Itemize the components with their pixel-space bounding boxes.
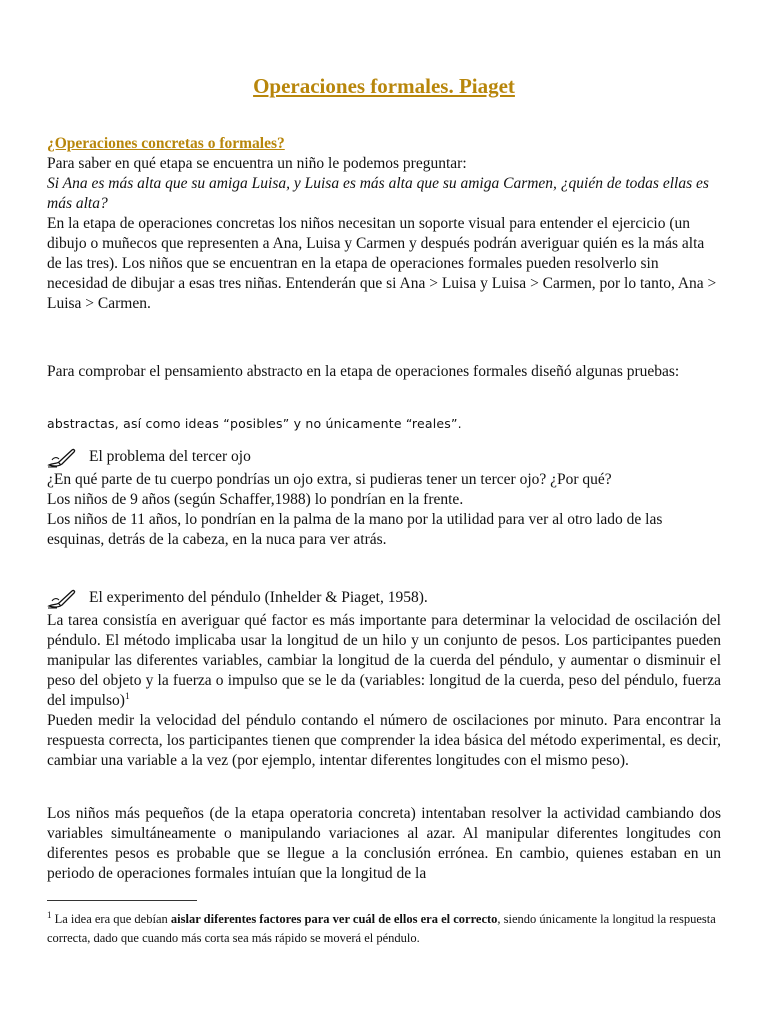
item-heading-third-eye <box>47 446 251 468</box>
item1-question: ¿En qué parte de tu cuerpo pondrías un ojo extra, si pudieras tener un tercer ojo? ¿Por qué? <box>47 471 612 488</box>
section-heading: ¿Operaciones concretas o formales? <box>47 135 285 152</box>
abstract-paragraph: Para comprobar el pensamiento abstracto en la etapa de operaciones formales diseñó algunas pruebas: <box>47 363 680 380</box>
abstract-sans-line: abstractas, así como ideas “posibles” y no únicamente “reales”. <box>47 416 462 431</box>
footnote-divider <box>47 900 197 901</box>
writing-hand-icon <box>47 446 77 468</box>
footnote-reference[interactable]: 1 <box>124 691 130 702</box>
question-text: Si Ana es más alta que su amiga Luisa, y Luisa es más alta que su amiga Carmen, ¿quién de todas ellas es más alta? <box>47 175 709 212</box>
section-body <box>47 154 721 314</box>
writing-hand-icon <box>47 587 77 609</box>
item-heading-label: El experimento del péndulo (Inhelder & Piaget, 1958). <box>89 589 428 606</box>
footnote <box>47 906 721 948</box>
footnote-number: 1 <box>47 910 52 920</box>
item1-answer-9: Los niños de 9 años (según Schaffer,1988) lo pondrían en la frente. <box>47 491 464 508</box>
item2-body <box>47 611 721 771</box>
footnote-text-bold: aislar diferentes factores para ver cuál de ellos era el correcto <box>170 912 498 927</box>
intro-text: Para saber en qué etapa se encuentra un niño le podemos preguntar: <box>47 155 467 172</box>
page-title: Operaciones formales. Piaget <box>253 74 515 98</box>
explanation-text: En la etapa de operaciones concretas los niños necesitan un soporte visual para entender el ejercicio (un dibujo o muñecos que representen a Ana, Luisa y Carmen y después podrán averiguar quién es la más alta de las tres). Los niños que se encuentran en la etapa de operaciones formales pueden resolverlo sin necesidad de dibujar a esas tres niñas. Entenderán que si Ana > Luisa y Luisa > Carmen, por lo tanto, Ana > Luisa > Carmen. <box>47 215 717 312</box>
item1-body <box>47 470 721 550</box>
footnote-text-post: , siendo únicamente la longitud la respuesta correcta, dado que cuando más corta sea más rápido se moverá el péndulo. <box>47 912 716 946</box>
item2-paragraph-1: La tarea consistía en averiguar qué factor es más importante para determinar la velocidad de oscilación del péndulo. El método implicaba usar la longitud de un hilo y un conjunto de pesos. Los participantes pueden manipular las diferentes variables, cambiar la longitud de la cuerda del péndulo, y aumentar o disminuir el peso del objeto y la fuerza o impulso que se le da (variables: longitud de la cuerda, peso del péndulo, fuerza del impulso)$^1$ <box>47 612 721 709</box>
item2-paragraph-3: Los niños más pequeños (de la etapa operatoria concreta) intentaban resolver la actividad cambiando dos variables simultáneamente o manipulando variaciones al azar. Al manipular diferentes longitudes con diferentes pesos es probable que se llegue a la conclusión errónea. En cambio, quienes estaban en un periodo de operaciones formales intuían que la longitud de la <box>47 805 721 882</box>
item1-answer-11: Los niños de 11 años, lo pondrían en la palma de la mano por la utilidad para ver al otro lado de las esquinas, detrás de la cabeza, en la nuca para ver atrás. <box>47 511 663 548</box>
item-heading-pendulum <box>47 587 428 609</box>
item2-paragraph-2: Pueden medir la velocidad del péndulo contando el número de oscilaciones por minuto. Para encontrar la respuesta correcta, los participantes tienen que comprender la idea básica del método experimental, es decir, cambiar una variable a la vez (por ejemplo, intentar diferentes longitudes con el mismo peso). <box>47 712 721 769</box>
item-heading-label: El problema del tercer ojo <box>89 448 251 465</box>
footnote-text-pre: La idea era que debían <box>54 912 168 927</box>
